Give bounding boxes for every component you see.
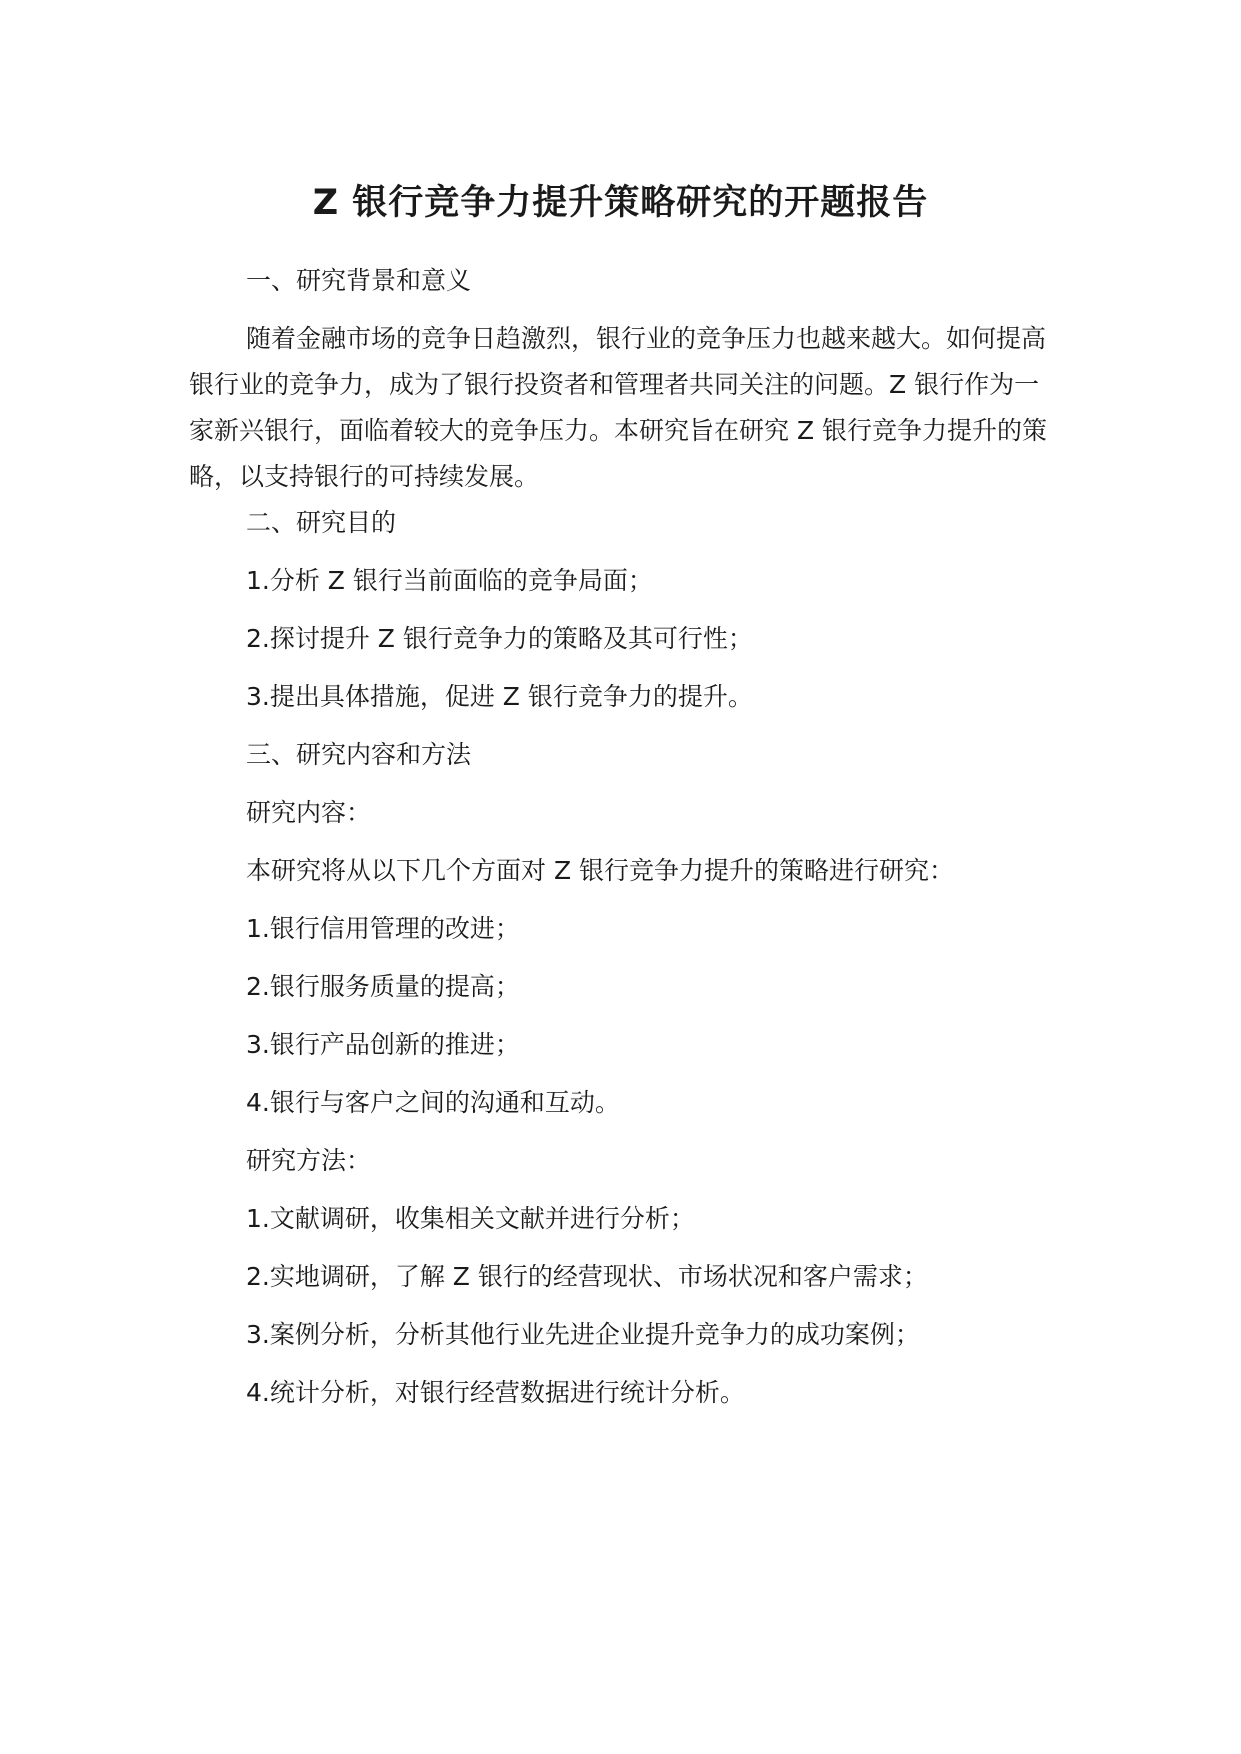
section1-paragraph: 随着金融市场的竞争日趋激烈，银行业的竞争压力也越来越大。如何提高银行业的竞争力，成为了银行投资者和管理者共同关注的问题。Z 银行作为一家新兴银行，面临着较大的竞争压力。本研究旨在研究 Z 银行竞争力提升的策略，以支持银行的可持续发展。 — [189, 324, 1048, 491]
list-item: 2.银行服务质量的提高； — [246, 972, 520, 1001]
list-item: 2.探讨提升 Z 银行竞争力的策略及其可行性； — [246, 624, 753, 653]
list-item: 1.文献调研，收集相关文献并进行分析； — [246, 1204, 695, 1233]
section2-heading: 二、研究目的 — [246, 508, 397, 537]
method-label: 研究方法： — [246, 1146, 372, 1175]
section1-heading: 一、研究背景和意义 — [246, 266, 472, 295]
list-item: 1.分析 Z 银行当前面临的竞争局面； — [246, 566, 653, 595]
list-item: 3.提出具体措施，促进 Z 银行竞争力的提升。 — [246, 682, 753, 711]
content-intro: 本研究将从以下几个方面对 Z 银行竞争力提升的策略进行研究： — [246, 856, 955, 885]
list-item: 4.银行与客户之间的沟通和互动。 — [246, 1088, 620, 1117]
list-item: 3.银行产品创新的推进； — [246, 1030, 520, 1059]
list-item: 4.统计分析，对银行经营数据进行统计分析。 — [246, 1378, 745, 1407]
section3-heading: 三、研究内容和方法 — [246, 740, 472, 769]
list-item: 2.实地调研，了解 Z 银行的经营现状、市场状况和客户需求； — [246, 1262, 928, 1291]
document-title: Z 银行竞争力提升策略研究的开题报告 — [312, 183, 929, 223]
list-item: 3.案例分析，分析其他行业先进企业提升竞争力的成功案例； — [246, 1320, 920, 1349]
content-label: 研究内容： — [246, 798, 372, 827]
list-item: 1.银行信用管理的改进； — [246, 914, 520, 943]
